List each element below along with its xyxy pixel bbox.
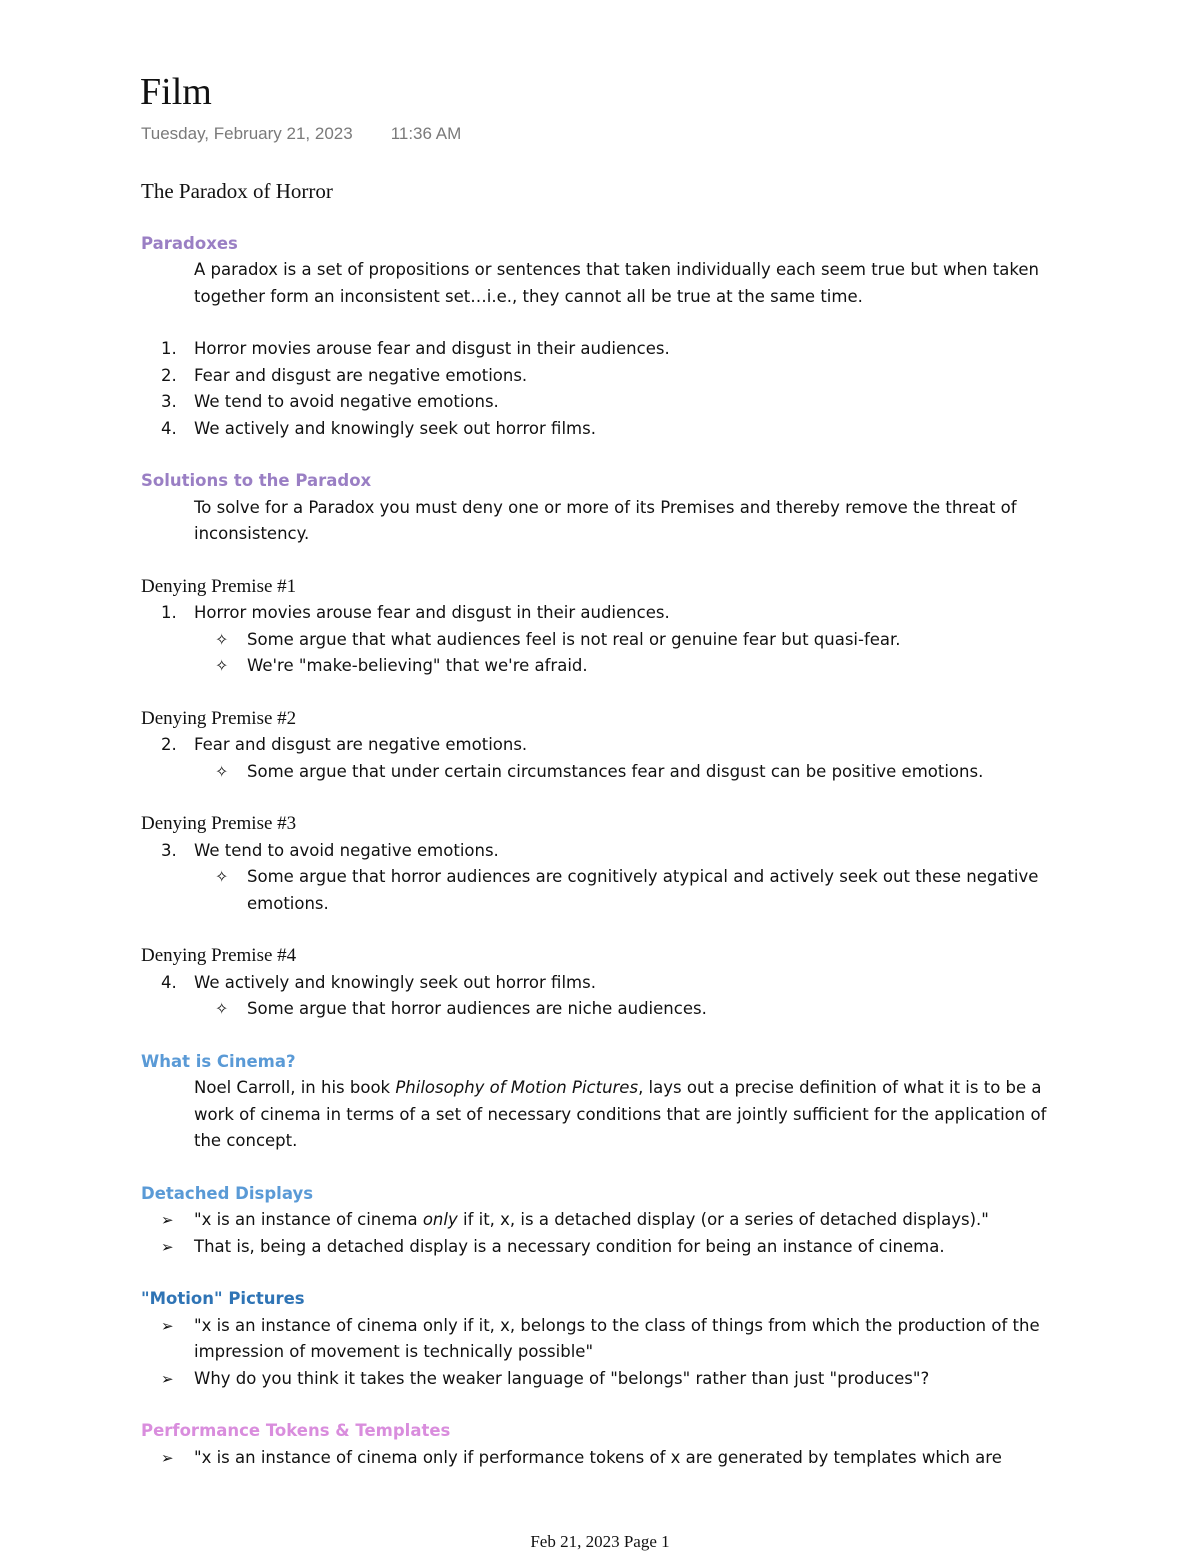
denial-section-2	[141, 706, 1071, 786]
arrowhead-bullet-icon: ➢	[161, 1316, 174, 1335]
list-text: Fear and disgust are negative emotions.	[194, 735, 528, 754]
list-text: We actively and knowingly seek out horror films.	[194, 972, 596, 992]
list-item	[141, 732, 1071, 759]
list-number: 2.	[161, 365, 177, 385]
page-time: 11:36 AM	[390, 124, 462, 143]
list-item	[141, 600, 1071, 627]
bullet-item	[141, 1445, 1071, 1472]
bullet-emphasis: only	[422, 1210, 458, 1229]
list-number: 2.	[161, 735, 177, 754]
list-number: 4.	[161, 972, 177, 992]
list-text: We actively and knowingly seek out horror films.	[194, 418, 596, 438]
premise-list	[141, 336, 1071, 442]
star-bullet-icon: ✧	[215, 867, 229, 886]
bullet-text: "x is an instance of cinema only if performance tokens of x are generated by templates which are	[194, 1447, 1002, 1467]
sub-point	[141, 653, 1071, 680]
list-number: 3.	[161, 840, 177, 860]
sub-point	[141, 627, 1071, 654]
heading-paradoxes: Paradoxes	[141, 233, 238, 253]
heading-solutions: Solutions to the Paradox	[141, 471, 372, 490]
denial-section-4	[141, 943, 1071, 1023]
list-number: 1.	[161, 603, 177, 622]
star-bullet-icon: ✧	[215, 656, 229, 675]
page-footer: Feb 21, 2023 Page 1	[530, 1532, 670, 1551]
bullet-item	[141, 1207, 1071, 1234]
page-meta	[141, 124, 461, 144]
list-text: Fear and disgust are negative emotions.	[194, 365, 528, 385]
arrowhead-bullet-icon: ➢	[161, 1448, 174, 1467]
sub-point-text: We're "make-believing" that we're afraid.	[247, 656, 588, 675]
sub-point-text: Some argue that horror audiences are cognitively atypical and actively seek out these negative emotions.	[247, 867, 1039, 913]
arrowhead-bullet-icon: ➢	[161, 1369, 174, 1388]
bullet-item	[141, 1234, 1071, 1261]
list-item	[141, 970, 1071, 997]
motion-bullets	[141, 1313, 1071, 1393]
heading-what-is-cinema: What is Cinema?	[141, 1051, 296, 1071]
denial-heading: Denying Premise #2	[141, 707, 297, 729]
denial-heading: Denying Premise #1	[141, 575, 297, 597]
bullet-text: That is, being a detached display is a necessary condition for being an instance of cinema.	[194, 1236, 945, 1256]
denial-section-1	[141, 574, 1071, 680]
list-item	[141, 389, 1071, 416]
star-bullet-icon: ✧	[215, 999, 229, 1018]
cinema-text-before: Noel Carroll, in his book	[194, 1078, 396, 1097]
list-text: We tend to avoid negative emotions.	[194, 840, 499, 860]
list-text: Horror movies arouse fear and disgust in their audiences.	[194, 339, 670, 358]
sub-point-text: Some argue that horror audiences are niche audiences.	[247, 999, 707, 1018]
list-number: 4.	[161, 418, 177, 438]
list-item	[141, 363, 1071, 390]
solutions-text: To solve for a Paradox you must deny one or more of its Premises and thereby remove the threat of inconsistency.	[194, 497, 1017, 543]
heading-performance-tokens: Performance Tokens & Templates	[141, 1421, 451, 1440]
note-body	[141, 178, 1071, 1471]
bullet-text-before: "x is an instance of cinema	[194, 1210, 423, 1229]
list-text: We tend to avoid negative emotions.	[194, 392, 499, 411]
sub-point	[141, 996, 1071, 1023]
list-number: 3.	[161, 392, 177, 411]
heading-detached-displays: Detached Displays	[141, 1183, 314, 1203]
list-item	[141, 336, 1071, 363]
cinema-text	[194, 1075, 1071, 1155]
note-subtitle: The Paradox of Horror	[141, 179, 333, 203]
page-date: Tuesday, February 21, 2023	[141, 124, 353, 143]
sub-point	[141, 759, 1071, 786]
book-title: Philosophy of Motion Pictures	[395, 1078, 639, 1097]
arrowhead-bullet-icon: ➢	[161, 1211, 174, 1229]
list-item	[141, 838, 1071, 865]
star-bullet-icon: ✧	[215, 629, 229, 649]
bullet-text: "x is an instance of cinema only if it, x, belongs to the class of things from which the production of the impression of movement is technically possible"	[194, 1315, 1040, 1361]
bullet-text: Why do you think it takes the weaker language of "belongs" rather than just "produces"?	[194, 1368, 930, 1388]
list-text: Horror movies arouse fear and disgust in their audiences.	[194, 603, 670, 622]
page-title: Film	[140, 71, 212, 113]
denial-heading: Denying Premise #4	[141, 945, 297, 966]
sub-point-text: Some argue that what audiences feel is not real or genuine fear but quasi-fear.	[247, 629, 901, 649]
sub-point-text: Some argue that under certain circumstances fear and disgust can be positive emotions.	[247, 761, 984, 781]
list-number: 1.	[161, 339, 177, 358]
bullet-item	[141, 1313, 1071, 1366]
denial-section-3	[141, 811, 1071, 917]
detached-bullets	[141, 1207, 1071, 1260]
star-bullet-icon: ✧	[215, 761, 229, 781]
paradox-definition: A paradox is a set of propositions or sentences that taken individually each seem true but when taken together form an inconsistent set…i.e., they cannot all be true at the same time.	[194, 260, 1039, 306]
cinema-text-after: , lays out a precise definition of what it is to be a work of cinema in terms of a set of necessary conditions that are jointly sufficient for the application of the concept.	[194, 1078, 1047, 1150]
list-item	[141, 416, 1071, 443]
heading-motion-pictures: "Motion" Pictures	[141, 1289, 305, 1308]
bullet-text-after: if it, x, is a detached display (or a series of detached displays)."	[457, 1210, 989, 1229]
arrowhead-bullet-icon: ➢	[161, 1237, 174, 1256]
sub-point	[141, 864, 1071, 917]
bullet-item	[141, 1366, 1071, 1393]
denial-heading: Denying Premise #3	[141, 813, 297, 834]
